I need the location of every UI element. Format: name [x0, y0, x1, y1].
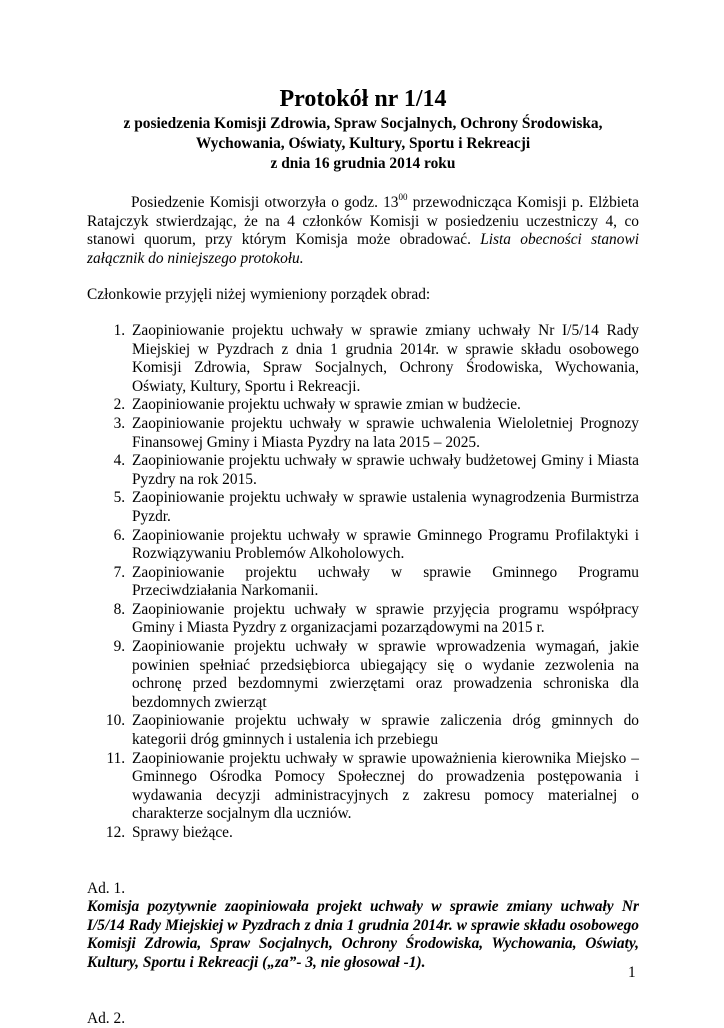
- agenda-item: 10. Zaopiniowanie projektu uchwały w sprawie zaliczenia dróg gminnych do kategorii dróg gminnych i ustalenia ich przebiegu: [129, 712, 639, 749]
- document-page: [87, 84, 639, 1028]
- intro-text-part-2: przewodnicząca Komisji p. Elżbieta Ratajczyk stwierdzając, że na 4 członków Komisji w posiedzeniu uczestniczy 4, co stanowi quorum, przy którym Komisja może obradować.: [87, 194, 639, 249]
- intro-paragraph: [87, 194, 639, 268]
- document-subtitle-line-2: Wychowania, Oświaty, Kultury, Sportu i Rekreacji: [195, 135, 531, 152]
- intro-time-superscript: 00: [398, 192, 408, 202]
- agenda-intro: Członkowie przyjęli niżej wymieniony porządek obrad:: [87, 286, 431, 304]
- document-title: Protokół nr 1/14: [279, 86, 447, 112]
- agenda-item: 8. Zaopiniowanie projektu uchwały w sprawie przyjęcia programu współpracy Gminy i Miasta Pyzdry z organizacjami pozarządowymi na 2015 r.: [129, 601, 639, 638]
- agenda-item: 12. Sprawy bieżące.: [129, 824, 639, 843]
- ad-1-text: Komisja pozytywnie zaopiniowała projekt uchwały w sprawie zmiany uchwały Nr I/5/14 Rady Miejskiej w Pyzdrach z dnia 1 grudnia 2014r. w sprawie składu osobowego Komisji Zdrowia, Spraw Socjalnych, Ochrony Środowiska, Wychowania, Oświaty, Kultury, Sportu i Rekreacji („za”- 3, nie głosował -1).: [87, 898, 639, 971]
- agenda-item: 7. Zaopiniowanie projektu uchwały w sprawie Gminnego Programu Przeciwdziałania Narkomanii.: [129, 564, 639, 601]
- agenda-item: 9. Zaopiniowanie projektu uchwały w sprawie wprowadzenia wymagań, jakie powinien spełniać przedsiębiorca ubiegający się o wydanie zezwolenia na ochronę przed bezdomnymi zwierzętami oraz prowadzenia schroniska dla bezdomnych zwierząt: [129, 638, 639, 712]
- document-subtitle-line-1: z posiedzenia Komisji Zdrowia, Spraw Socjalnych, Ochrony Środowiska,: [123, 115, 603, 132]
- ad-1-label: Ad. 1.: [87, 879, 126, 897]
- page-number: 1: [628, 964, 636, 981]
- agenda-item: 6. Zaopiniowanie projektu uchwały w sprawie Gminnego Programu Profilaktyki i Rozwiązywaniu Problemów Alkoholowych.: [129, 527, 639, 564]
- document-date: z dnia 16 grudnia 2014 roku: [270, 155, 456, 172]
- agenda-item: 2. Zaopiniowanie projektu uchwały w sprawie zmian w budżecie.: [129, 396, 639, 415]
- intro-attendance-note: Lista obecności stanowi załącznik do niniejszego protokołu.: [87, 231, 639, 267]
- agenda-item: 4. Zaopiniowanie projektu uchwały w sprawie uchwały budżetowej Gminy i Miasta Pyzdry na rok 2015.: [129, 452, 639, 489]
- intro-text-part-1: Posiedzenie Komisji otworzyła o godz. 13: [131, 194, 399, 211]
- ad-2-label: Ad. 2.: [87, 1009, 126, 1027]
- agenda-list: [87, 322, 639, 843]
- agenda-item: 3. Zaopiniowanie projektu uchwały w sprawie uchwalenia Wieloletniej Prognozy Finansowej Gminy i Miasta Pyzdry na lata 2015 – 2025.: [129, 415, 639, 452]
- agenda-item: 5. Zaopiniowanie projektu uchwały w sprawie ustalenia wynagrodzenia Burmistrza Pyzdr.: [129, 489, 639, 526]
- agenda-item: 11. Zaopiniowanie projektu uchwały w sprawie upoważnienia kierownika Miejsko – Gminnego Ośrodka Pomocy Społecznej do prowadzenia postępowania i wydawania decyzji administracyjnych z zakresu pomocy materialnej o charakterze socjalnym dla uczniów.: [129, 750, 639, 824]
- agenda-item: 1. Zaopiniowanie projektu uchwały w sprawie zmiany uchwały Nr I/5/14 Rady Miejskiej w Pyzdrach z dnia 1 grudnia 2014r. w sprawie składu osobowego Komisji Zdrowia, Spraw Socjalnych, Ochrony Środowiska, Wychowania, Oświaty, Kultury, Sportu i Rekreacji.: [129, 322, 639, 396]
